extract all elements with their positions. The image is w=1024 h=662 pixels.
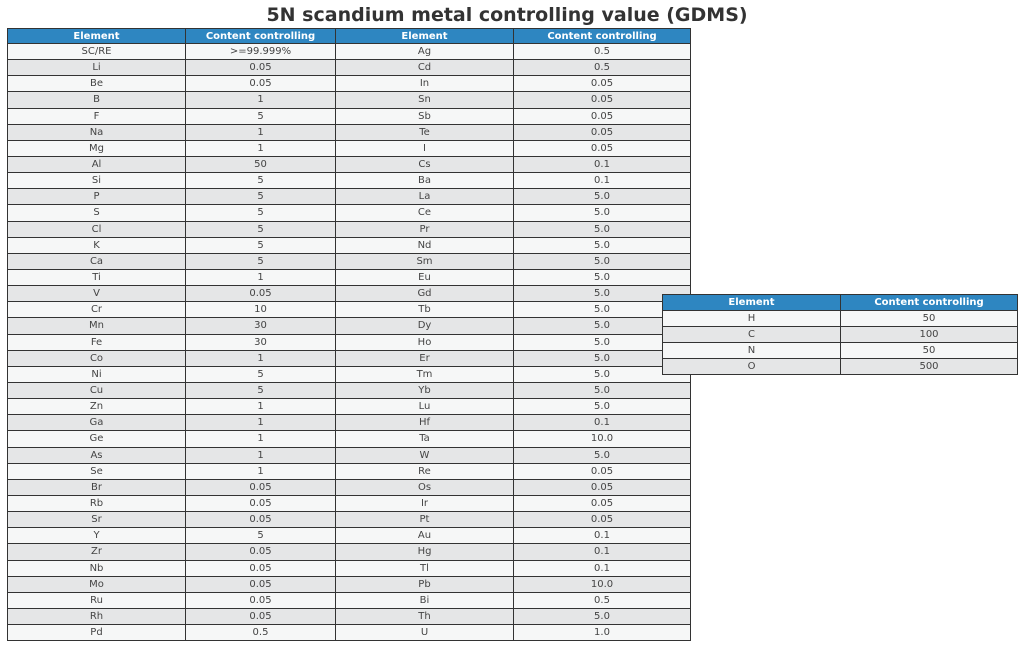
table-row bbox=[8, 463, 691, 479]
element-cell: H bbox=[663, 311, 841, 327]
table-row bbox=[8, 173, 691, 189]
table-row bbox=[8, 399, 691, 415]
element-cell: SC/RE bbox=[8, 44, 186, 60]
element-cell: Te bbox=[336, 124, 514, 140]
element-cell: V bbox=[8, 286, 186, 302]
content-cell: 1 bbox=[186, 124, 336, 140]
element-cell: Pr bbox=[336, 221, 514, 237]
element-cell: Lu bbox=[336, 399, 514, 415]
element-cell: Cl bbox=[8, 221, 186, 237]
content-cell: 0.05 bbox=[514, 479, 691, 495]
table-row bbox=[8, 221, 691, 237]
column-header-content: Content controlling bbox=[186, 29, 336, 44]
element-cell: Ba bbox=[336, 173, 514, 189]
element-cell: K bbox=[8, 237, 186, 253]
element-cell: Be bbox=[8, 76, 186, 92]
table-row bbox=[8, 608, 691, 624]
content-cell: 5.0 bbox=[514, 269, 691, 285]
table-row bbox=[8, 528, 691, 544]
element-cell: B bbox=[8, 92, 186, 108]
content-cell: 1 bbox=[186, 140, 336, 156]
content-cell: 1.0 bbox=[514, 625, 691, 641]
column-header-content: Content controlling bbox=[841, 295, 1018, 311]
element-cell: In bbox=[336, 76, 514, 92]
table-row bbox=[8, 253, 691, 269]
table-row bbox=[663, 359, 1018, 375]
element-cell: Mg bbox=[8, 140, 186, 156]
column-header-content: Content controlling bbox=[514, 29, 691, 44]
element-cell: Dy bbox=[336, 318, 514, 334]
table-row bbox=[8, 415, 691, 431]
content-cell: 5.0 bbox=[514, 366, 691, 382]
element-cell: Re bbox=[336, 463, 514, 479]
element-cell: Bi bbox=[336, 592, 514, 608]
element-cell: Au bbox=[336, 528, 514, 544]
content-cell: 0.05 bbox=[514, 512, 691, 528]
element-cell: Hf bbox=[336, 415, 514, 431]
column-header-element: Element bbox=[8, 29, 186, 44]
content-cell: 1 bbox=[186, 350, 336, 366]
content-cell: 50 bbox=[186, 156, 336, 172]
element-cell: Nb bbox=[8, 560, 186, 576]
table-row bbox=[8, 140, 691, 156]
table-row bbox=[8, 237, 691, 253]
element-cell: Sn bbox=[336, 92, 514, 108]
content-cell: 0.05 bbox=[186, 286, 336, 302]
content-cell: 5 bbox=[186, 189, 336, 205]
element-cell: Tl bbox=[336, 560, 514, 576]
content-cell: 0.05 bbox=[186, 608, 336, 624]
content-cell: 5.0 bbox=[514, 221, 691, 237]
content-cell: 5.0 bbox=[514, 608, 691, 624]
content-cell: 0.05 bbox=[514, 140, 691, 156]
element-cell: Ta bbox=[336, 431, 514, 447]
content-cell: 0.5 bbox=[514, 44, 691, 60]
table-header-row bbox=[663, 295, 1018, 311]
element-cell: Al bbox=[8, 156, 186, 172]
element-cell: Cr bbox=[8, 302, 186, 318]
element-cell: Pb bbox=[336, 576, 514, 592]
element-cell: I bbox=[336, 140, 514, 156]
table-row bbox=[8, 92, 691, 108]
element-cell: Na bbox=[8, 124, 186, 140]
table-row bbox=[8, 44, 691, 60]
table-row bbox=[8, 286, 691, 302]
content-cell: 0.05 bbox=[186, 76, 336, 92]
content-cell: 0.05 bbox=[514, 124, 691, 140]
content-cell: 5.0 bbox=[514, 286, 691, 302]
content-cell: 5.0 bbox=[514, 237, 691, 253]
content-cell: 5 bbox=[186, 366, 336, 382]
element-cell: Ru bbox=[8, 592, 186, 608]
element-cell: Hg bbox=[336, 544, 514, 560]
content-cell: 5 bbox=[186, 173, 336, 189]
table-row bbox=[8, 592, 691, 608]
content-cell: 0.1 bbox=[514, 415, 691, 431]
page-title: 5N scandium metal controlling value (GDMS) bbox=[266, 4, 748, 26]
element-cell: Gd bbox=[336, 286, 514, 302]
element-cell: Si bbox=[8, 173, 186, 189]
element-cell: Mo bbox=[8, 576, 186, 592]
table-row bbox=[8, 512, 691, 528]
element-cell: Ce bbox=[336, 205, 514, 221]
content-cell: 0.05 bbox=[186, 512, 336, 528]
element-cell: Y bbox=[8, 528, 186, 544]
element-cell: N bbox=[663, 343, 841, 359]
element-cell: P bbox=[8, 189, 186, 205]
element-cell: Er bbox=[336, 350, 514, 366]
element-cell: F bbox=[8, 108, 186, 124]
content-cell: 5 bbox=[186, 108, 336, 124]
content-cell: 1 bbox=[186, 447, 336, 463]
content-cell: 0.1 bbox=[514, 528, 691, 544]
table-row bbox=[8, 560, 691, 576]
content-cell: 5 bbox=[186, 253, 336, 269]
content-cell: 5 bbox=[186, 382, 336, 398]
content-cell: 0.05 bbox=[514, 108, 691, 124]
table-row bbox=[8, 334, 691, 350]
table-row bbox=[8, 382, 691, 398]
element-cell: Tm bbox=[336, 366, 514, 382]
content-cell: 0.05 bbox=[514, 495, 691, 511]
element-cell: Ni bbox=[8, 366, 186, 382]
content-cell: 5.0 bbox=[514, 318, 691, 334]
content-cell: 0.05 bbox=[186, 592, 336, 608]
content-cell: 10 bbox=[186, 302, 336, 318]
content-cell: 5.0 bbox=[514, 382, 691, 398]
element-cell: Sr bbox=[8, 512, 186, 528]
content-cell: 1 bbox=[186, 463, 336, 479]
table-row bbox=[8, 495, 691, 511]
column-header-element: Element bbox=[663, 295, 841, 311]
element-cell: Rb bbox=[8, 495, 186, 511]
content-cell: 1 bbox=[186, 415, 336, 431]
main-table-body bbox=[8, 44, 691, 641]
content-cell: 5.0 bbox=[514, 334, 691, 350]
element-cell: Sm bbox=[336, 253, 514, 269]
element-cell: Fe bbox=[8, 334, 186, 350]
element-cell: Pt bbox=[336, 512, 514, 528]
element-cell: Zr bbox=[8, 544, 186, 560]
element-cell: O bbox=[663, 359, 841, 375]
table-row bbox=[8, 318, 691, 334]
element-cell: Co bbox=[8, 350, 186, 366]
content-cell: 0.05 bbox=[186, 495, 336, 511]
table-row bbox=[8, 189, 691, 205]
content-cell: 1 bbox=[186, 269, 336, 285]
table-row bbox=[8, 269, 691, 285]
element-cell: Yb bbox=[336, 382, 514, 398]
table-row bbox=[8, 366, 691, 382]
element-cell: Mn bbox=[8, 318, 186, 334]
content-cell: 1 bbox=[186, 92, 336, 108]
content-cell: 5.0 bbox=[514, 205, 691, 221]
content-cell: 1 bbox=[186, 431, 336, 447]
content-cell: 50 bbox=[841, 311, 1018, 327]
element-cell: Ga bbox=[8, 415, 186, 431]
content-cell: >=99.999% bbox=[186, 44, 336, 60]
table-row bbox=[8, 431, 691, 447]
content-cell: 1 bbox=[186, 399, 336, 415]
content-cell: 0.5 bbox=[514, 60, 691, 76]
element-cell: Cu bbox=[8, 382, 186, 398]
element-cell: Se bbox=[8, 463, 186, 479]
element-cell: Sb bbox=[336, 108, 514, 124]
content-cell: 0.05 bbox=[186, 576, 336, 592]
content-cell: 30 bbox=[186, 318, 336, 334]
table-row bbox=[8, 205, 691, 221]
content-cell: 10.0 bbox=[514, 576, 691, 592]
content-cell: 500 bbox=[841, 359, 1018, 375]
table-row bbox=[8, 156, 691, 172]
element-cell: Zn bbox=[8, 399, 186, 415]
table-row bbox=[8, 625, 691, 641]
element-cell: S bbox=[8, 205, 186, 221]
content-cell: 0.1 bbox=[514, 544, 691, 560]
content-cell: 0.1 bbox=[514, 156, 691, 172]
table-row bbox=[8, 60, 691, 76]
table-row bbox=[8, 76, 691, 92]
element-cell: Ag bbox=[336, 44, 514, 60]
content-cell: 5.0 bbox=[514, 350, 691, 366]
table-row bbox=[8, 447, 691, 463]
content-cell: 5 bbox=[186, 205, 336, 221]
main-impurity-table bbox=[7, 28, 691, 641]
element-cell: La bbox=[336, 189, 514, 205]
element-cell: U bbox=[336, 625, 514, 641]
content-cell: 5 bbox=[186, 528, 336, 544]
element-cell: Ir bbox=[336, 495, 514, 511]
content-cell: 5 bbox=[186, 221, 336, 237]
element-cell: Pd bbox=[8, 625, 186, 641]
content-cell: 5.0 bbox=[514, 302, 691, 318]
element-cell: Cs bbox=[336, 156, 514, 172]
element-cell: C bbox=[663, 327, 841, 343]
content-cell: 5.0 bbox=[514, 253, 691, 269]
table-row bbox=[8, 302, 691, 318]
content-cell: 5.0 bbox=[514, 399, 691, 415]
content-cell: 0.05 bbox=[514, 463, 691, 479]
table-row bbox=[8, 576, 691, 592]
element-cell: Br bbox=[8, 479, 186, 495]
table-row bbox=[8, 108, 691, 124]
table-row bbox=[663, 327, 1018, 343]
content-cell: 5.0 bbox=[514, 447, 691, 463]
element-cell: Li bbox=[8, 60, 186, 76]
element-cell: Ho bbox=[336, 334, 514, 350]
content-cell: 10.0 bbox=[514, 431, 691, 447]
element-cell: Ti bbox=[8, 269, 186, 285]
table-header-row bbox=[8, 29, 691, 44]
gas-impurity-table bbox=[662, 294, 1018, 375]
element-cell: Ca bbox=[8, 253, 186, 269]
content-cell: 0.1 bbox=[514, 173, 691, 189]
content-cell: 100 bbox=[841, 327, 1018, 343]
element-cell: Rh bbox=[8, 608, 186, 624]
content-cell: 0.05 bbox=[514, 92, 691, 108]
table-row bbox=[8, 124, 691, 140]
content-cell: 0.05 bbox=[186, 60, 336, 76]
element-cell: As bbox=[8, 447, 186, 463]
element-cell: W bbox=[336, 447, 514, 463]
table-row bbox=[8, 350, 691, 366]
element-cell: Tb bbox=[336, 302, 514, 318]
content-cell: 0.05 bbox=[186, 544, 336, 560]
element-cell: Ge bbox=[8, 431, 186, 447]
content-cell: 0.05 bbox=[186, 479, 336, 495]
content-cell: 5.0 bbox=[514, 189, 691, 205]
table-row bbox=[8, 544, 691, 560]
element-cell: Eu bbox=[336, 269, 514, 285]
table-row bbox=[663, 311, 1018, 327]
table-row bbox=[663, 343, 1018, 359]
column-header-element: Element bbox=[336, 29, 514, 44]
element-cell: Os bbox=[336, 479, 514, 495]
content-cell: 30 bbox=[186, 334, 336, 350]
element-cell: Th bbox=[336, 608, 514, 624]
element-cell: Nd bbox=[336, 237, 514, 253]
content-cell: 50 bbox=[841, 343, 1018, 359]
content-cell: 0.1 bbox=[514, 560, 691, 576]
content-cell: 0.05 bbox=[514, 76, 691, 92]
content-cell: 5 bbox=[186, 237, 336, 253]
content-cell: 0.5 bbox=[514, 592, 691, 608]
content-cell: 0.05 bbox=[186, 560, 336, 576]
side-table-body bbox=[663, 311, 1018, 375]
element-cell: Cd bbox=[336, 60, 514, 76]
table-row bbox=[8, 479, 691, 495]
content-cell: 0.5 bbox=[186, 625, 336, 641]
